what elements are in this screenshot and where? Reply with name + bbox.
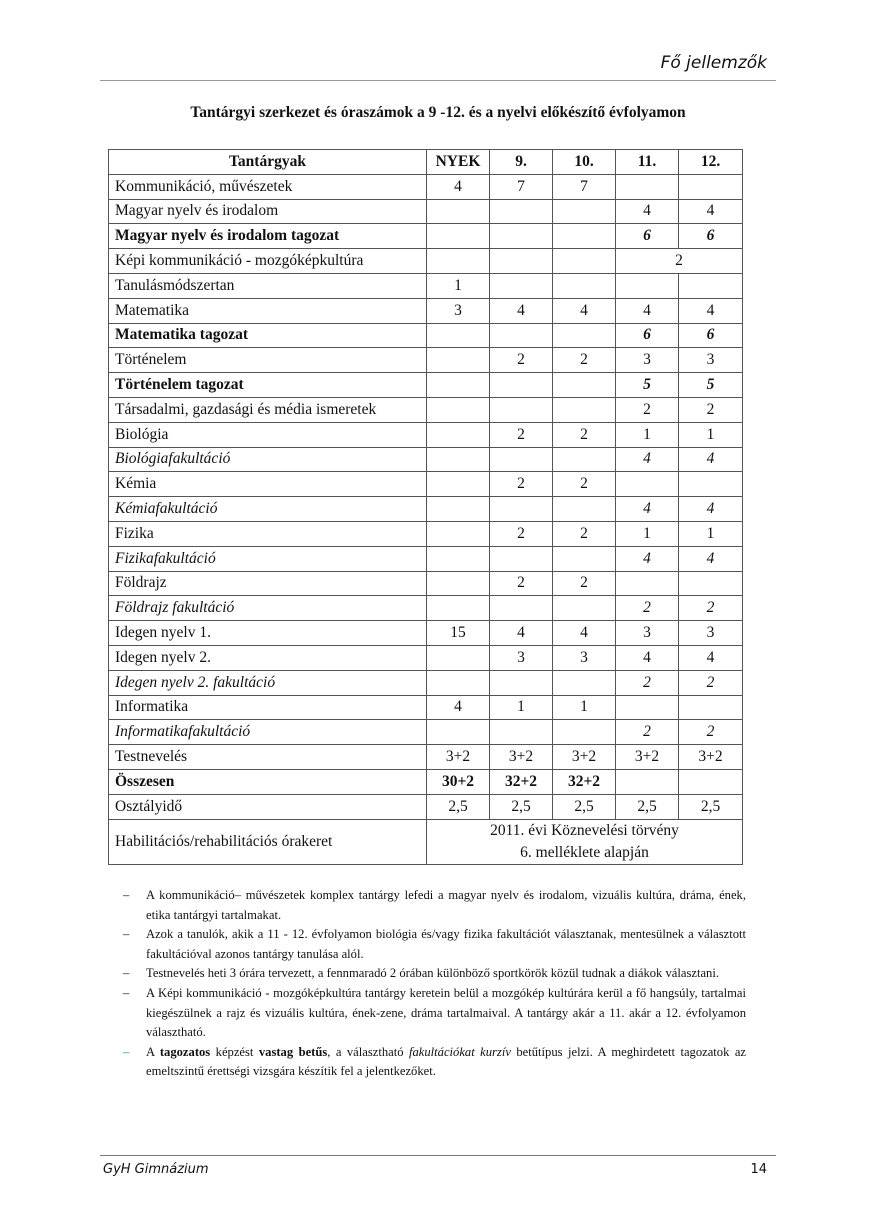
cell-grade-12 xyxy=(679,695,743,720)
cell-nyek xyxy=(427,571,490,596)
cell-grade-11: 4 xyxy=(616,546,679,571)
cell-grade-11 xyxy=(616,571,679,596)
table-row xyxy=(109,621,743,646)
cell-nyek: 1 xyxy=(427,273,490,298)
table-row xyxy=(109,670,743,695)
cell-nyek: 4 xyxy=(427,695,490,720)
cell-grade-11: 2 xyxy=(616,397,679,422)
footnote-list xyxy=(118,886,746,1082)
cell-grade-10 xyxy=(553,497,616,522)
subject-name: Osztályidő xyxy=(109,794,427,819)
cell-grade-10: 2 xyxy=(553,571,616,596)
cell-grade-9 xyxy=(490,273,553,298)
footnote-text: A tagozatos képzést vastag betűs, a választható fakultációkat kurzív betűtípus jelzi. A meghirdetett tagozatok az emeltszintű érettségi vizsgára készítik fel a jelentkezőket. xyxy=(146,1044,747,1079)
header-subjects: Tantárgyak xyxy=(109,150,427,175)
cell-grade-12: 2 xyxy=(679,397,743,422)
footnote-item xyxy=(118,925,746,964)
cell-grade-10 xyxy=(553,546,616,571)
cell-nyek xyxy=(427,348,490,373)
subject-name: Testnevelés xyxy=(109,745,427,770)
cell-nyek: 2,5 xyxy=(427,794,490,819)
cell-grade-12: 2 xyxy=(679,720,743,745)
cell-grade-10: 2 xyxy=(553,422,616,447)
subject-name: Földrajz fakultáció xyxy=(109,596,427,621)
table-row xyxy=(109,422,743,447)
subject-name: Történelem xyxy=(109,348,427,373)
page-number: 14 xyxy=(750,1162,767,1177)
subject-name: Matematika tagozat xyxy=(109,323,427,348)
cell-grade-11: 4 xyxy=(616,447,679,472)
cell-nyek xyxy=(427,645,490,670)
cell-grade-12: 6 xyxy=(679,323,743,348)
table-header-row xyxy=(109,150,743,175)
cell-grade-12: 4 xyxy=(679,199,743,224)
cell-grade-12: 3 xyxy=(679,348,743,373)
subject-name: Idegen nyelv 2. xyxy=(109,645,427,670)
cell-grade-12 xyxy=(679,273,743,298)
cell-grade-9 xyxy=(490,397,553,422)
cell-nyek xyxy=(427,546,490,571)
header-grade-12: 12. xyxy=(679,150,743,175)
cell-nyek xyxy=(427,521,490,546)
footnote-item xyxy=(118,964,746,984)
footnote-text: A Képi kommunikáció - mozgóképkultúra tantárgy keretein belül a mozgókép kultúrára kerül a fő hangsúly, tartalmai kiegészülnek a rajz és vizuális kultúra, ének-zene, dráma tartalmaival. A tantárgy akár a 11. akár a 12. évfolyamon választható. xyxy=(146,985,746,1040)
subject-hours-table xyxy=(108,149,743,865)
cell-grade-12 xyxy=(679,472,743,497)
dash-bullet-icon: – xyxy=(123,927,130,942)
cell-grade-10 xyxy=(553,373,616,398)
cell-nyek: 3 xyxy=(427,298,490,323)
cell-nyek: 4 xyxy=(427,174,490,199)
cell-grade-9: 32+2 xyxy=(490,769,553,794)
cell-grade-11: 6 xyxy=(616,224,679,249)
table-row xyxy=(109,199,743,224)
subject-name: Fizika xyxy=(109,521,427,546)
header-grade-10: 10. xyxy=(553,150,616,175)
cell-grade-10 xyxy=(553,323,616,348)
subject-name: Képi kommunikáció - mozgóképkultúra xyxy=(109,249,427,274)
cell-grade-10 xyxy=(553,720,616,745)
cell-grade-10: 32+2 xyxy=(553,769,616,794)
cell-nyek xyxy=(427,373,490,398)
cell-grade-11: 3 xyxy=(616,621,679,646)
cell-grade-10 xyxy=(553,249,616,274)
cell-grade-9 xyxy=(490,199,553,224)
footnote-text: Testnevelés heti 3 órára tervezett, a fennmaradó 2 órában különböző sportkörök közül tudnak a diákok választani. xyxy=(146,966,719,981)
subject-name: Informatikafakultáció xyxy=(109,720,427,745)
table-row xyxy=(109,224,743,249)
table-row xyxy=(109,273,743,298)
header-grade-11: 11. xyxy=(616,150,679,175)
cell-grade-11 xyxy=(616,695,679,720)
table-row xyxy=(109,472,743,497)
table-row xyxy=(109,397,743,422)
cell-grade-9 xyxy=(490,224,553,249)
cell-grade-11: 4 xyxy=(616,199,679,224)
table-row xyxy=(109,497,743,522)
subject-name: Tanulásmódszertan xyxy=(109,273,427,298)
cell-grade-9: 2 xyxy=(490,521,553,546)
cell-grade-9: 2 xyxy=(490,571,553,596)
note-line: 2011. évi Köznevelési törvény xyxy=(490,821,679,839)
subject-name: Társadalmi, gazdasági és média ismeretek xyxy=(109,397,427,422)
cell-nyek xyxy=(427,472,490,497)
cell-grade-9 xyxy=(490,323,553,348)
dash-bullet-icon: – xyxy=(123,1044,130,1059)
note-line: 6. melléklete alapján xyxy=(520,843,649,861)
cell-nyek xyxy=(427,397,490,422)
table-row xyxy=(109,298,743,323)
subject-name: Idegen nyelv 2. fakultáció xyxy=(109,670,427,695)
subject-name: Magyar nyelv és irodalom tagozat xyxy=(109,224,427,249)
cell-grade-10: 2,5 xyxy=(553,794,616,819)
cell-nyek xyxy=(427,720,490,745)
subject-name: Kémia xyxy=(109,472,427,497)
table-row xyxy=(109,596,743,621)
cell-nyek xyxy=(427,323,490,348)
cell-grade-9 xyxy=(490,497,553,522)
cell-grade-10 xyxy=(553,447,616,472)
footnote-text: Azok a tanulók, akik a 11 - 12. évfolyamon biológia és/vagy fizika fakultációt választanak, mentesülnek a választott fakultációval azonos tantárgy tanulása alól. xyxy=(146,927,746,961)
cell-grade-12: 3+2 xyxy=(679,745,743,770)
cell-grade-9: 4 xyxy=(490,621,553,646)
subject-name: Fizikafakultáció xyxy=(109,546,427,571)
table-row xyxy=(109,720,743,745)
cell-nyek xyxy=(427,596,490,621)
cell-grade-10: 3+2 xyxy=(553,745,616,770)
cell-grade-11: 3+2 xyxy=(616,745,679,770)
cell-grade-11: 2 xyxy=(616,720,679,745)
cell-grade-11: 1 xyxy=(616,422,679,447)
cell-grade-11-12: 2 xyxy=(616,249,743,274)
cell-grade-11: 3 xyxy=(616,348,679,373)
subject-name: Informatika xyxy=(109,695,427,720)
cell-grade-12: 3 xyxy=(679,621,743,646)
header-nyek: NYEK xyxy=(427,150,490,175)
footer-rule xyxy=(100,1155,776,1156)
cell-grade-10 xyxy=(553,224,616,249)
cell-grade-9 xyxy=(490,447,553,472)
subject-name: Matematika xyxy=(109,298,427,323)
cell-grade-10: 4 xyxy=(553,298,616,323)
cell-grade-10 xyxy=(553,397,616,422)
subject-name: Kémiafakultáció xyxy=(109,497,427,522)
cell-grade-9 xyxy=(490,596,553,621)
cell-grade-12: 5 xyxy=(679,373,743,398)
dash-bullet-icon: – xyxy=(123,966,130,981)
dash-bullet-icon: – xyxy=(123,985,130,1000)
page-title: Tantárgyi szerkezet és óraszámok a 9 -12. és a nyelvi előkészítő évfolyamon xyxy=(190,104,686,121)
subject-name: Földrajz xyxy=(109,571,427,596)
subject-name: Biológiafakultáció xyxy=(109,447,427,472)
subject-name: Kommunikáció, művészetek xyxy=(109,174,427,199)
section-title: Fő jellemzők xyxy=(660,53,767,73)
cell-grade-12: 4 xyxy=(679,546,743,571)
cell-grade-9: 7 xyxy=(490,174,553,199)
table-row xyxy=(109,571,743,596)
cell-grade-11: 5 xyxy=(616,373,679,398)
cell-grade-12: 1 xyxy=(679,521,743,546)
subject-name: Összesen xyxy=(109,769,427,794)
cell-grade-12: 4 xyxy=(679,497,743,522)
total-row xyxy=(109,769,743,794)
cell-grade-10 xyxy=(553,670,616,695)
header-rule xyxy=(100,80,776,81)
cell-grade-12 xyxy=(679,174,743,199)
table-row xyxy=(109,794,743,819)
cell-nyek: 3+2 xyxy=(427,745,490,770)
subject-name: Biológia xyxy=(109,422,427,447)
cell-grade-9 xyxy=(490,546,553,571)
cell-nyek xyxy=(427,497,490,522)
cell-grade-11: 4 xyxy=(616,645,679,670)
footnote-item xyxy=(118,984,746,1043)
cell-grade-12: 2 xyxy=(679,596,743,621)
cell-nyek: 15 xyxy=(427,621,490,646)
cell-grade-12: 1 xyxy=(679,422,743,447)
cell-grade-9: 2 xyxy=(490,348,553,373)
cell-grade-9 xyxy=(490,720,553,745)
cell-grade-10: 3 xyxy=(553,645,616,670)
cell-grade-12 xyxy=(679,571,743,596)
habilitation-note xyxy=(427,819,743,864)
cell-nyek xyxy=(427,670,490,695)
italic-term: fakultációkat kurzív xyxy=(408,1044,511,1059)
table-row xyxy=(109,645,743,670)
cell-grade-10: 2 xyxy=(553,348,616,373)
cell-grade-9: 1 xyxy=(490,695,553,720)
table-row xyxy=(109,521,743,546)
cell-grade-9 xyxy=(490,670,553,695)
cell-grade-10: 2 xyxy=(553,472,616,497)
cell-grade-10 xyxy=(553,273,616,298)
bold-term: tagozatos xyxy=(159,1044,211,1059)
cell-grade-9 xyxy=(490,373,553,398)
cell-nyek xyxy=(427,447,490,472)
cell-grade-9 xyxy=(490,249,553,274)
bold-term: vastag betűs xyxy=(258,1044,328,1059)
table-row xyxy=(109,819,743,864)
cell-grade-12: 6 xyxy=(679,224,743,249)
cell-nyek xyxy=(427,199,490,224)
table-row xyxy=(109,323,743,348)
table-row xyxy=(109,174,743,199)
cell-nyek: 30+2 xyxy=(427,769,490,794)
cell-nyek xyxy=(427,422,490,447)
cell-grade-9: 4 xyxy=(490,298,553,323)
subject-name: Történelem tagozat xyxy=(109,373,427,398)
cell-grade-12: 4 xyxy=(679,298,743,323)
cell-grade-12 xyxy=(679,769,743,794)
cell-grade-12: 2,5 xyxy=(679,794,743,819)
cell-grade-10 xyxy=(553,596,616,621)
cell-grade-11: 2 xyxy=(616,670,679,695)
footnote-item xyxy=(118,886,746,925)
cell-grade-9: 3+2 xyxy=(490,745,553,770)
cell-grade-12: 4 xyxy=(679,447,743,472)
footnote-text: A kommunikáció– művészetek komplex tantárgy lefedi a magyar nyelv és irodalom, vizuális kultúra, dráma, ének, etika tantárgyi tartalmakat. xyxy=(146,888,746,922)
table-row xyxy=(109,447,743,472)
table-row xyxy=(109,745,743,770)
cell-grade-11 xyxy=(616,174,679,199)
cell-grade-9: 2 xyxy=(490,422,553,447)
cell-grade-10: 7 xyxy=(553,174,616,199)
header-grade-9: 9. xyxy=(490,150,553,175)
cell-grade-10: 4 xyxy=(553,621,616,646)
table-row xyxy=(109,546,743,571)
footer-school-name: GyH Gimnázium xyxy=(103,1162,209,1177)
cell-grade-11 xyxy=(616,273,679,298)
dash-bullet-icon: – xyxy=(123,888,130,902)
cell-grade-11: 1 xyxy=(616,521,679,546)
cell-grade-12: 4 xyxy=(679,645,743,670)
cell-nyek xyxy=(427,224,490,249)
footnote-item xyxy=(118,1043,746,1082)
cell-grade-11 xyxy=(616,769,679,794)
table-row xyxy=(109,348,743,373)
cell-grade-11 xyxy=(616,472,679,497)
cell-grade-11: 6 xyxy=(616,323,679,348)
table-row xyxy=(109,249,743,274)
cell-grade-10: 1 xyxy=(553,695,616,720)
cell-grade-9: 2,5 xyxy=(490,794,553,819)
cell-grade-9: 2 xyxy=(490,472,553,497)
table-row xyxy=(109,695,743,720)
subject-name: Idegen nyelv 1. xyxy=(109,621,427,646)
cell-grade-11: 4 xyxy=(616,298,679,323)
cell-grade-11: 4 xyxy=(616,497,679,522)
subject-name: Habilitációs/rehabilitációs órakeret xyxy=(109,819,427,864)
cell-grade-11: 2,5 xyxy=(616,794,679,819)
cell-grade-12: 2 xyxy=(679,670,743,695)
cell-grade-10: 2 xyxy=(553,521,616,546)
cell-grade-10 xyxy=(553,199,616,224)
cell-grade-9: 3 xyxy=(490,645,553,670)
table-row xyxy=(109,373,743,398)
cell-nyek xyxy=(427,249,490,274)
cell-grade-11: 2 xyxy=(616,596,679,621)
subject-name: Magyar nyelv és irodalom xyxy=(109,199,427,224)
